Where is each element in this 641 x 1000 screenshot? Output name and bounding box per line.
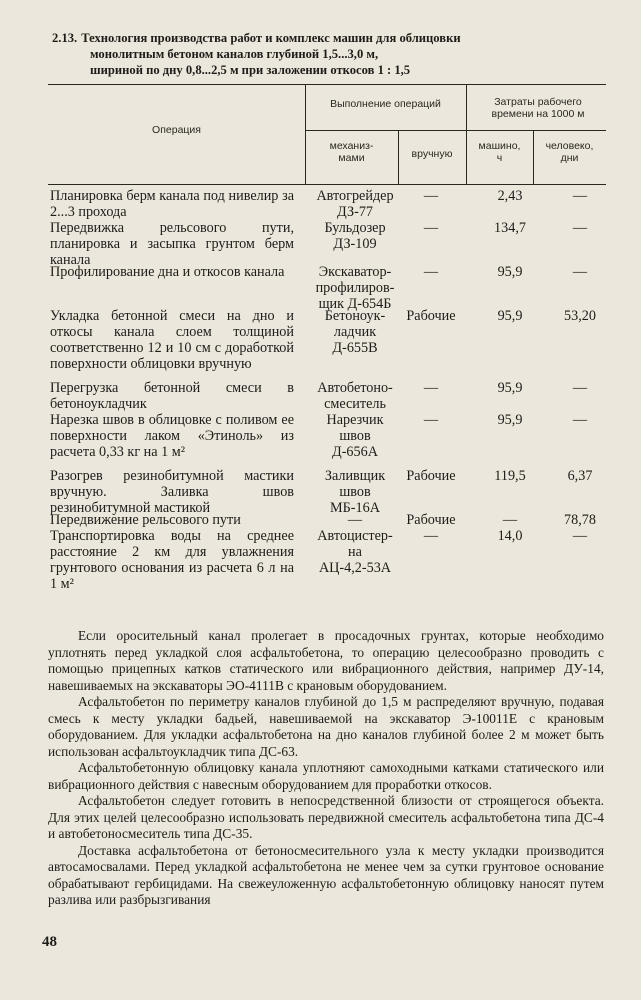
cell-machine-hours: 14,0	[497, 528, 523, 544]
cell-manual: —	[423, 220, 439, 236]
cell-person-days: 78,78	[564, 512, 596, 528]
cell-machine-hours: 134,7	[494, 220, 526, 236]
section-heading	[52, 30, 612, 78]
paragraph: Асфальтобетон следует готовить в непосредственной близости от строящегося объекта. Для этих целей целесообразно использовать передвижной смеситель асфальтобетона типа ДС-4 и автобетоносмеситель типа ДС-35.	[48, 793, 604, 841]
header-divider	[466, 84, 467, 184]
header-operation: Операция	[152, 124, 201, 136]
section-number: 2.13.	[52, 31, 78, 45]
cell-mechanized: Нарезчик швов Д-656А	[326, 412, 384, 460]
cell-mechanized: Бетоноук- ладчик Д-655В	[324, 308, 386, 356]
page-number: 48	[42, 934, 57, 950]
cell-person-days: —	[572, 412, 588, 428]
paragraph: Доставка асфальтобетона от бетоносмесительного узла к месту укладки производится автосамосвалами. Перед укладкой асфальтобетона не менее чем за сутки грунтовое основание обрабатывают гербицидами. На свежеуложенную асфальтобетонную облицовку наносят путем разлива или разбрызгивания	[48, 842, 604, 907]
cell-person-days: —	[572, 188, 588, 204]
cell-person-days: —	[572, 528, 588, 544]
cell-machine-hours: —	[502, 512, 518, 528]
cell-mechanized: Автоцистер- на АЦ-4,2-53А	[317, 528, 393, 576]
paragraph: Асфальтобетон по периметру каналов глубиной до 1,5 м распределяют вручную, подавая смесь к месту укладки бадьей, навешиваемой на экскаватор Э-10011Е с крановым оборудованием. Для укладки асфальтобетона на дно каналов глубиной более 2 м может быть использован асфальтоукладчик типа ДС-63.	[48, 694, 604, 759]
heading-line-3: шириной по дну 0,8...2,5 м при заложении откосов 1 : 1,5	[90, 63, 411, 77]
cell-mechanized: Экскаватор- профилиров- щик Д-654Б	[315, 264, 395, 312]
cell-operation: Перегрузка бетонной смеси в бетоноукладчик	[50, 380, 294, 412]
cell-operation: Разогрев резинобитумной мастики вручную. Заливка швов резинобитумной мастикой	[50, 468, 294, 516]
cell-person-days: 53,20	[564, 308, 596, 324]
cell-machine-hours: 119,5	[494, 468, 526, 484]
cell-manual: Рабочие	[406, 468, 456, 484]
cell-manual: —	[423, 528, 439, 544]
cell-machine-hours: 2,43	[497, 188, 523, 204]
cell-person-days: —	[572, 380, 588, 396]
cell-manual: Рабочие	[406, 512, 456, 528]
cell-mechanized: Заливщик швов МБ-16А	[324, 468, 386, 516]
body-text	[48, 628, 604, 909]
header-divider	[305, 130, 606, 131]
heading-line-1: Технология производства работ и комплекс машин для облицовки	[81, 31, 461, 45]
cell-machine-hours: 95,9	[497, 308, 523, 324]
paragraph: Если оросительный канал пролегает в просадочных грунтах, которые необходимо уплотнять перед укладкой слоя асфальтобетона, то операцию целесообразно проводить с помощью прицепных катков статического или вибрационного действия, например ДУ-14, навешиваемых на экскаваторы ЭО-4111В с крановым оборудованием.	[48, 628, 604, 693]
cell-manual: —	[423, 412, 439, 428]
header-manual: вручную	[411, 148, 453, 160]
table-top-rule	[48, 84, 606, 85]
cell-mechanized: Бульдозер ДЗ-109	[324, 220, 386, 252]
cell-operation: Передвижение рельсового пути	[50, 512, 241, 528]
cell-manual: —	[423, 188, 439, 204]
cell-operation: Транспортировка воды на среднее расстояние 2 км для увлажнения грунтового основания из расчета 6 л на 1 м²	[50, 528, 294, 592]
cell-operation: Передвижка рельсового пути, планировка и засыпка грунтом берм канала	[50, 220, 294, 268]
cell-person-days: —	[572, 220, 588, 236]
header-machine-hours: машино, ч	[478, 140, 521, 164]
cell-operation: Нарезка швов в облицовке с поливом ее поверхности лаком «Этиноль» из расчета 0,33 кг на 1 м²	[50, 412, 294, 460]
cell-manual: —	[423, 264, 439, 280]
cell-person-days: —	[572, 264, 588, 280]
cell-operation: Планировка берм канала под нивелир за 2...3 прохода	[50, 188, 294, 220]
paragraph: Асфальтобетонную облицовку канала уплотняют самоходными катками статического или вибрационного действия с навесным оборудованием для проработки откосов.	[48, 760, 604, 792]
table-header-bottom-rule	[48, 184, 606, 185]
cell-operation: Укладка бетонной смеси на дно и откосы канала слоем толщиной соответственно 12 и 10 см с доработкой поверхности облицовки вручную	[50, 308, 294, 372]
header-execution: Выполнение операций	[330, 98, 441, 110]
cell-operation: Профилирование дна и откосов канала	[50, 264, 285, 280]
cell-machine-hours: 95,9	[497, 264, 523, 280]
cell-mechanized: —	[347, 512, 363, 528]
cell-manual: —	[423, 380, 439, 396]
header-labor: Затраты рабочего времени на 1000 м	[491, 96, 585, 120]
cell-manual: Рабочие	[406, 308, 456, 324]
cell-mechanized: Автогрейдер ДЗ-77	[316, 188, 394, 220]
cell-person-days: 6,37	[567, 468, 593, 484]
cell-machine-hours: 95,9	[497, 380, 523, 396]
header-mechanized: механиз- мами	[329, 140, 374, 164]
cell-machine-hours: 95,9	[497, 412, 523, 428]
heading-line-2: монолитным бетоном каналов глубиной 1,5...3,0 м,	[90, 47, 379, 61]
cell-mechanized: Автобетоно- смеситель	[317, 380, 393, 412]
header-person-days: человеко, дни	[545, 140, 594, 164]
